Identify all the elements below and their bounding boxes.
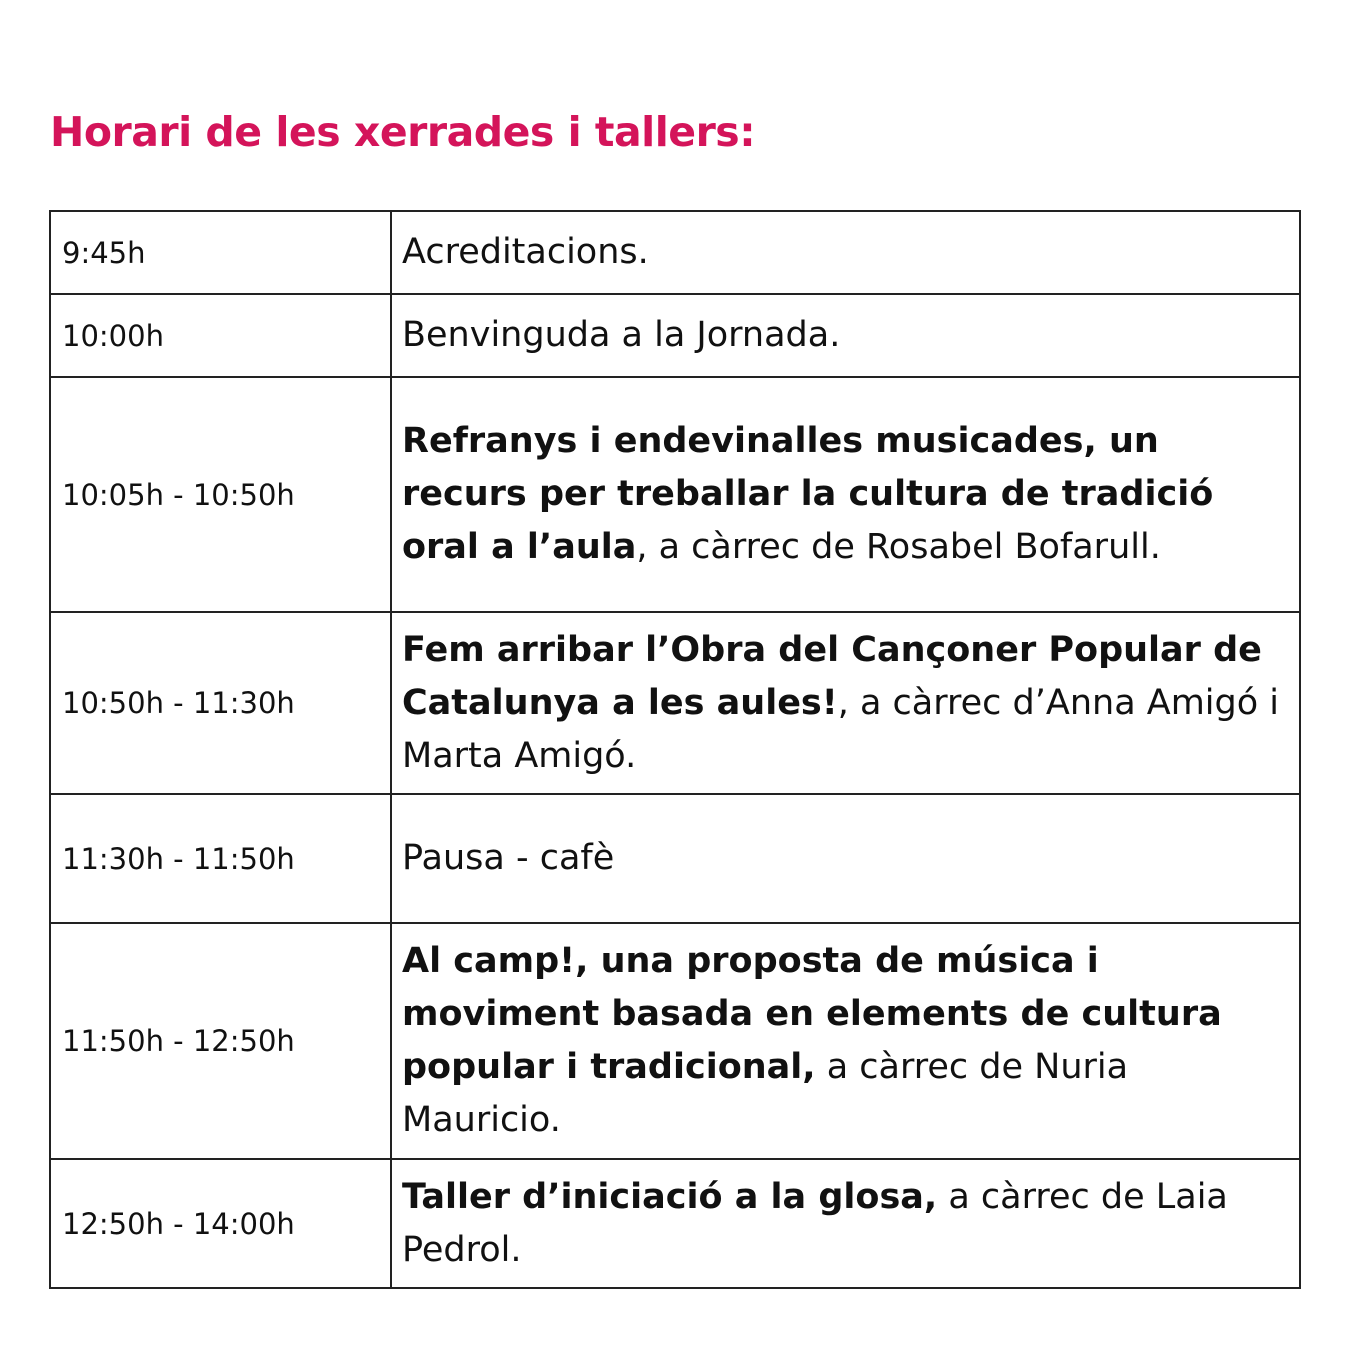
time-cell: 11:30h - 11:50h (50, 794, 391, 923)
description-cell (391, 377, 1300, 612)
time-cell: 9:45h (50, 211, 391, 294)
session-details: a càrrec de Laia Pedrol. (402, 1176, 1228, 1270)
time-cell: 10:50h - 11:30h (50, 612, 391, 794)
page-title: Horari de les xerrades i tallers: (50, 108, 756, 156)
time-cell: 11:50h - 12:50h (50, 923, 391, 1159)
table-row (50, 794, 1300, 923)
time-cell: 10:05h - 10:50h (50, 377, 391, 612)
session-details: , a càrrec de Rosabel Bofarull. (636, 527, 1161, 567)
description-cell (391, 211, 1300, 294)
session-title: Fem arribar l’Obra del Cançoner Popular de Catalunya a les aules! (402, 629, 1262, 723)
time-cell: 10:00h (50, 294, 391, 377)
session-details: , a càrrec d’Anna Amigó i Marta Amigó. (402, 682, 1280, 776)
description-cell (391, 1159, 1300, 1288)
session-details: Acreditacions. (402, 232, 649, 272)
session-title: Refranys i endevinalles musicades, un recurs per treballar la cultura de tradició oral a l’aula (402, 421, 1214, 567)
description-cell (391, 923, 1300, 1159)
session-title: Al camp!, una proposta de música i moviment basada en elements de cultura popular i tradicional, (402, 941, 1222, 1087)
table-row (50, 1159, 1300, 1288)
description-cell (391, 794, 1300, 923)
description-cell (391, 612, 1300, 794)
session-title: Taller d’iniciació a la glosa, (402, 1176, 938, 1217)
table-row (50, 377, 1300, 612)
table-row (50, 612, 1300, 794)
time-cell: 12:50h - 14:00h (50, 1159, 391, 1288)
session-details: Pausa - cafè (402, 838, 615, 878)
schedule-table (49, 210, 1301, 1289)
table-row (50, 294, 1300, 377)
table-row (50, 923, 1300, 1159)
table-row (50, 211, 1300, 294)
description-cell (391, 294, 1300, 377)
session-details: a càrrec de Nuria Mauricio. (402, 1047, 1129, 1140)
session-details: Benvinguda a la Jornada. (402, 315, 841, 355)
